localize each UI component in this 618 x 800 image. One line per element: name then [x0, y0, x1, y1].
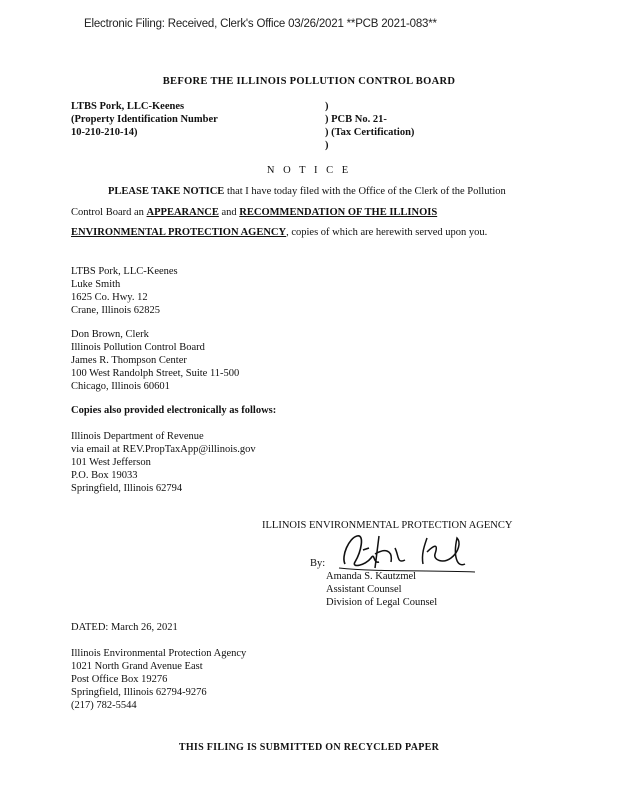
dated-line: DATED: March 26, 2021: [71, 622, 178, 633]
notice-text: Control Board an: [71, 207, 147, 218]
appearance-title: APPEARANCE: [146, 207, 219, 218]
address-line: Don Brown, Clerk: [71, 329, 149, 340]
caption-line: ) PCB No. 21-: [325, 114, 387, 125]
address-line: Illinois Department of Revenue: [71, 431, 204, 442]
caption-line: ): [325, 140, 329, 151]
notice-line-2: [71, 207, 437, 218]
recommendation-title: RECOMMENDATION OF THE ILLINOIS: [239, 207, 438, 218]
address-line: Illinois Pollution Control Board: [71, 342, 205, 353]
notice-line-1: [108, 186, 506, 197]
address-line: via email at REV.PropTaxApp@illinois.gov: [71, 444, 256, 455]
sender-address: [71, 647, 246, 712]
signer-division: Division of Legal Counsel: [326, 597, 438, 608]
address-line: Chicago, Illinois 60601: [71, 381, 170, 392]
address-line: 100 West Randolph Street, Suite 11-500: [71, 368, 240, 379]
notice-line-3: [71, 227, 487, 238]
address-line: 1625 Co. Hwy. 12: [71, 292, 148, 303]
address-line: Crane, Illinois 62825: [71, 305, 160, 316]
address-line: Luke Smith: [71, 279, 121, 290]
signer-title: Assistant Counsel: [326, 584, 402, 595]
notice-text: that I have today filed with the Office of the Clerk of the Pollution: [224, 186, 506, 197]
signer-name: Amanda S. Kautzmel: [326, 571, 417, 582]
address-line: Springfield, Illinois 62794-9276: [71, 687, 207, 698]
caption-line: 10-210-210-14): [71, 127, 138, 138]
agency-title: ENVIRONMENTAL PROTECTION AGENCY: [71, 227, 287, 238]
caption-line: ) (Tax Certification): [325, 127, 415, 138]
caption-line: LTBS Pork, LLC-Keenes: [71, 101, 185, 112]
notice-lead: PLEASE TAKE NOTICE: [108, 186, 225, 197]
agency-name: ILLINOIS ENVIRONMENTAL PROTECTION AGENCY: [262, 520, 513, 531]
filing-stamp: Electronic Filing: Received, Clerk's Office 03/26/2021 **PCB 2021-083**: [84, 18, 437, 30]
phone-line: (217) 782-5544: [71, 700, 137, 711]
address-line: James R. Thompson Center: [71, 355, 187, 366]
address-line: 101 West Jefferson: [71, 457, 151, 468]
address-line: Illinois Environmental Protection Agency: [71, 648, 247, 659]
address-line: LTBS Pork, LLC-Keenes: [71, 266, 178, 277]
recipient-address-3: [71, 430, 256, 495]
copies-heading: Copies also provided electronically as follows:: [71, 405, 277, 416]
document-heading: BEFORE THE ILLINOIS POLLUTION CONTROL BOARD: [162, 76, 456, 87]
case-caption-left: [71, 100, 218, 139]
address-line: P.O. Box 19033: [71, 470, 138, 481]
address-line: Springfield, Illinois 62794: [71, 483, 183, 494]
caption-line: ): [325, 101, 329, 112]
notice-text: and: [218, 207, 240, 218]
recycled-paper-footer: THIS FILING IS SUBMITTED ON RECYCLED PAPER: [178, 742, 440, 753]
caption-line: (Property Identification Number: [71, 114, 218, 125]
by-label: By:: [310, 558, 326, 569]
signer-details: [326, 570, 437, 609]
recipient-address-1: [71, 265, 178, 317]
notice-title: N O T I C E: [266, 165, 352, 176]
notice-text: , copies of which are herewith served upon you.: [286, 227, 488, 238]
recipient-address-2: [71, 328, 239, 393]
address-line: Post Office Box 19276: [71, 674, 168, 685]
address-line: 1021 North Grand Avenue East: [71, 661, 203, 672]
case-caption-right: [325, 100, 414, 152]
